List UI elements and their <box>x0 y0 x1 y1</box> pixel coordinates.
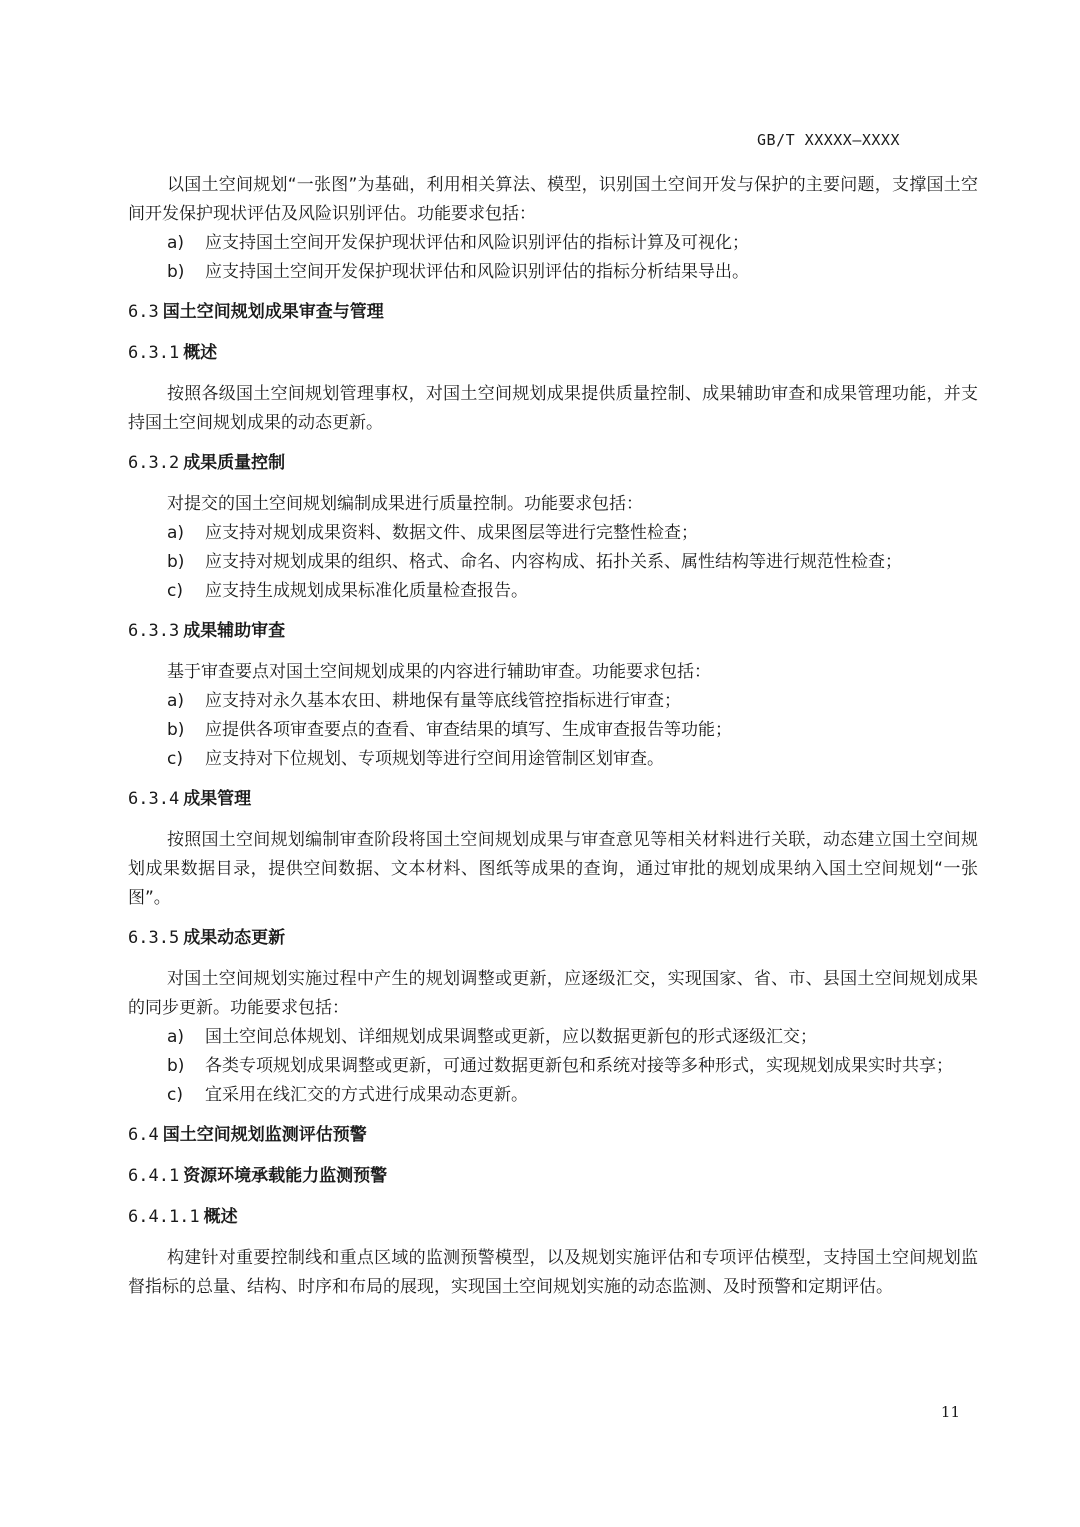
intro-paragraph: 以国土空间规划“一张图”为基础，利用相关算法、模型，识别国土空间开发与保护的主要问题，支撑国土空间开发保护现状评估及风险识别评估。功能要求包括： <box>128 175 978 224</box>
section-heading-6-3-2 <box>128 449 978 478</box>
section-number: 6.4.1 <box>128 1166 180 1186</box>
section-title: 国土空间规划成果审查与管理 <box>162 302 384 322</box>
section-title: 成果动态更新 <box>183 928 286 948</box>
section-number: 6.3.1 <box>128 343 180 363</box>
section-title: 概述 <box>183 343 218 363</box>
list-item <box>128 1023 978 1052</box>
section-paragraph: 按照国土空间规划编制审查阶段将国土空间规划成果与审查意见等相关材料进行关联，动态建立国土空间规划成果数据目录，提供空间数据、文本材料、图纸等成果的查询，通过审批的规划成果纳入国土空间规划“一张图”。 <box>128 830 978 908</box>
section-title: 成果质量控制 <box>183 453 286 473</box>
list-marker: a) <box>167 691 185 711</box>
section-number: 6.3.2 <box>128 453 180 473</box>
list-text: 应提供各项审查要点的查看、审查结果的填写、生成审查报告等功能； <box>205 720 732 740</box>
section-heading-6-3-4 <box>128 785 978 814</box>
list-text: 应支持对永久基本农田、耕地保有量等底线管控指标进行审查； <box>205 691 681 711</box>
list-marker: b) <box>167 552 185 572</box>
section-paragraph: 基于审查要点对国土空间规划成果的内容进行辅助审查。功能要求包括： <box>167 662 711 682</box>
section-heading-6-3-5 <box>128 924 978 953</box>
section-heading-6-4-1 <box>128 1162 978 1191</box>
section-paragraph: 按照各级国土空间规划管理事权，对国土空间规划成果提供质量控制、成果辅助审查和成果管理功能，并支持国土空间规划成果的动态更新。 <box>128 384 978 433</box>
list-item <box>128 687 978 716</box>
section-heading-6-4-1-1 <box>128 1203 978 1232</box>
list-item <box>128 1081 978 1110</box>
section-number: 6.3.3 <box>128 621 180 641</box>
list-text: 应支持国土空间开发保护现状评估和风险识别评估的指标计算及可视化； <box>205 233 749 253</box>
list-marker: c) <box>167 749 183 769</box>
list-marker: a) <box>167 1027 185 1047</box>
list-item <box>128 1052 978 1081</box>
section-number: 6.3.5 <box>128 928 180 948</box>
list-marker: a) <box>167 233 185 253</box>
list-item <box>128 519 978 548</box>
list-marker: b) <box>167 720 185 740</box>
list-item <box>128 716 978 745</box>
list-text: 应支持国土空间开发保护现状评估和风险识别评估的指标分析结果导出。 <box>205 262 749 282</box>
list-text: 宜采用在线汇交的方式进行成果动态更新。 <box>205 1085 528 1105</box>
section-title: 国土空间规划监测评估预警 <box>162 1125 367 1145</box>
page-number: 11 <box>940 1403 960 1421</box>
section-number: 6.3.4 <box>128 789 180 809</box>
section-heading-6-3 <box>128 298 978 327</box>
section-title: 成果辅助审查 <box>183 621 286 641</box>
list-text: 应支持对下位规划、专项规划等进行空间用途管制区划审查。 <box>205 749 664 769</box>
list-marker: b) <box>167 262 185 282</box>
list-item <box>128 258 978 287</box>
list-item <box>128 548 978 577</box>
document-body <box>128 170 978 1302</box>
list-marker: a) <box>167 523 185 543</box>
list-item <box>128 577 978 606</box>
section-heading-6-4 <box>128 1121 978 1150</box>
section-heading-6-3-3 <box>128 617 978 646</box>
section-paragraph: 对提交的国土空间规划编制成果进行质量控制。功能要求包括： <box>167 494 643 514</box>
list-item <box>128 229 978 258</box>
section-number: 6.4 <box>128 1125 159 1145</box>
section-title: 概述 <box>203 1207 238 1227</box>
section-title: 成果管理 <box>183 789 252 809</box>
list-text: 应支持对规划成果的组织、格式、命名、内容构成、拓扑关系、属性结构等进行规范性检查； <box>205 552 902 572</box>
list-text: 国土空间总体规划、详细规划成果调整或更新，应以数据更新包的形式逐级汇交； <box>205 1027 817 1047</box>
list-text: 应支持对规划成果资料、数据文件、成果图层等进行完整性检查； <box>205 523 698 543</box>
list-text: 各类专项规划成果调整或更新，可通过数据更新包和系统对接等多种形式，实现规划成果实时共享； <box>205 1056 953 1076</box>
section-paragraph: 对国土空间规划实施过程中产生的规划调整或更新，应逐级汇交，实现国家、省、市、县国土空间规划成果的同步更新。功能要求包括： <box>128 969 978 1018</box>
section-title: 资源环境承载能力监测预警 <box>183 1166 388 1186</box>
section-number: 6.3 <box>128 302 159 322</box>
section-number: 6.4.1.1 <box>128 1207 200 1227</box>
list-marker: b) <box>167 1056 185 1076</box>
list-marker: c) <box>167 1085 183 1105</box>
section-paragraph: 构建针对重要控制线和重点区域的监测预警模型，以及规划实施评估和专项评估模型，支持国土空间规划监督指标的总量、结构、时序和布局的展现，实现国土空间规划实施的动态监测、及时预警和定期评估。 <box>128 1248 978 1297</box>
list-item <box>128 745 978 774</box>
section-heading-6-3-1 <box>128 339 978 368</box>
list-text: 应支持生成规划成果标准化质量检查报告。 <box>205 581 528 601</box>
standard-code-header: GB/T XXXXX—XXXX <box>757 131 900 149</box>
list-marker: c) <box>167 581 183 601</box>
